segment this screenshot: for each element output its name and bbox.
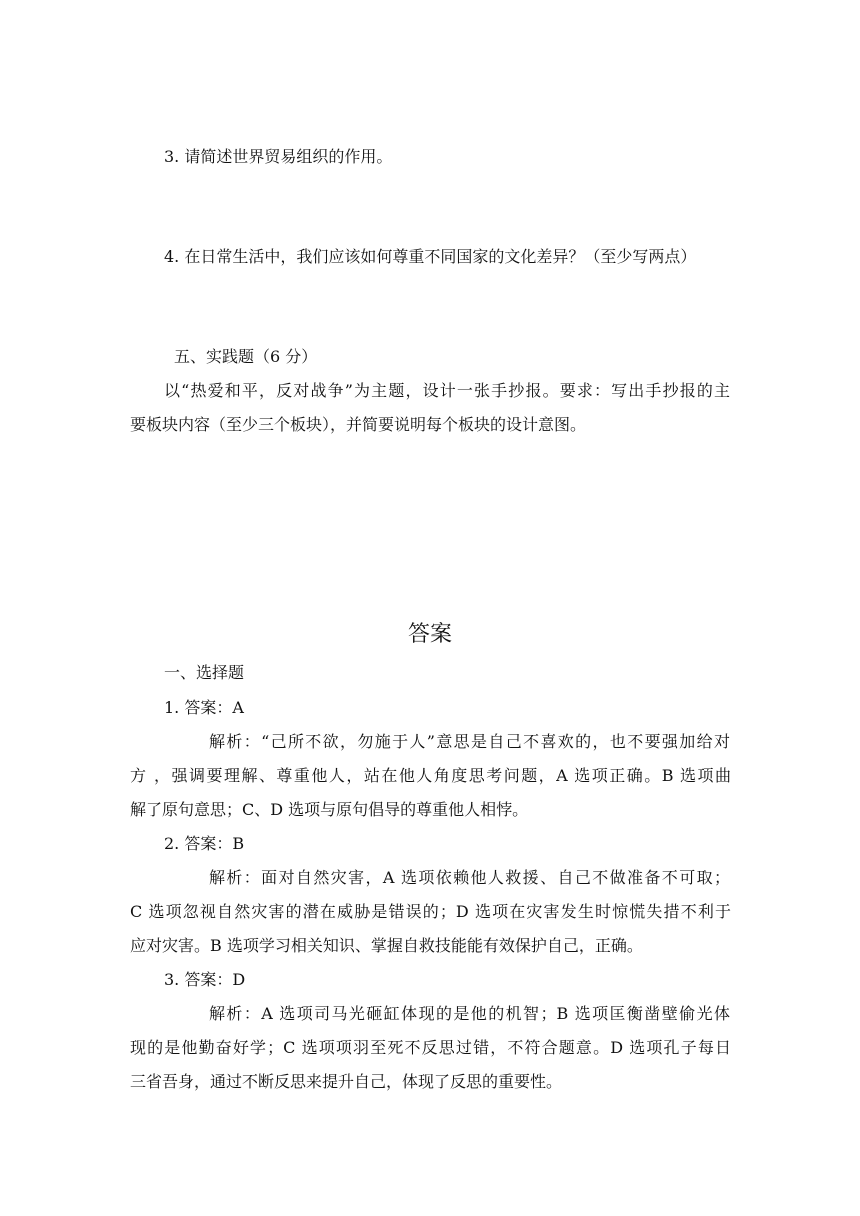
practice-text-line-2: 要板块内容（至少三个板块），并简要说明每个板块的设计意图。 <box>130 415 587 434</box>
question-3: 3. 请简述世界贸易组织的作用。 <box>164 147 393 166</box>
answer-2-explanation-line-1: 解析：面对自然灾害，A 选项依赖他人救援、自己不做准备不可取； <box>209 868 730 887</box>
answer-1-explanation-line-2: 方 ，强调要理解、尊重他人，站在他人角度思考问题，A 选项正确。B 选项曲 <box>130 766 731 785</box>
answer-3: 3. 答案：D <box>164 970 246 989</box>
answer-2-explanation-line-2: C 选项忽视自然灾害的潜在威胁是错误的；D 选项在灾害发生时惊慌失措不利于 <box>130 902 731 921</box>
answer-3-explanation-line-1: 解析：A 选项司马光砸缸体现的是他的机智；B 选项匡衡凿壁偷光体 <box>209 1004 730 1023</box>
question-4: 4. 在日常生活中，我们应该如何尊重不同国家的文化差异？（至少写两点） <box>164 247 697 266</box>
answer-3-explanation-line-3: 三省吾身，通过不断反思来提升自己，体现了反思的重要性。 <box>130 1072 563 1091</box>
answer-2-explanation-line-3: 应对灾害。B 选项学习相关知识、掌握自救技能能有效保护自己，正确。 <box>130 936 643 955</box>
answer-1-explanation-line-3: 解了原句意思；C、D 选项与原句倡导的尊重他人相悖。 <box>130 800 529 819</box>
practice-heading: 五、实践题（6 分） <box>174 347 318 366</box>
answer-2: 2. 答案：B <box>164 834 245 853</box>
answers-title: 答案 <box>407 622 452 647</box>
answer-3-explanation-line-2: 现的是他勤奋好学；C 选项项羽至死不反思过错，不符合题意。D 选项孔子每日 <box>130 1038 731 1057</box>
answers-section-heading: 一、选择题 <box>164 663 245 682</box>
answer-1: 1. 答案：A <box>164 698 244 717</box>
practice-text-line-1: 以“热爱和平，反对战争”为主题，设计一张手抄报。要求：写出手抄报的主 <box>164 381 730 400</box>
answer-1-explanation-line-1: 解析：“己所不欲，勿施于人”意思是自己不喜欢的，也不要强加给对 <box>209 732 730 751</box>
